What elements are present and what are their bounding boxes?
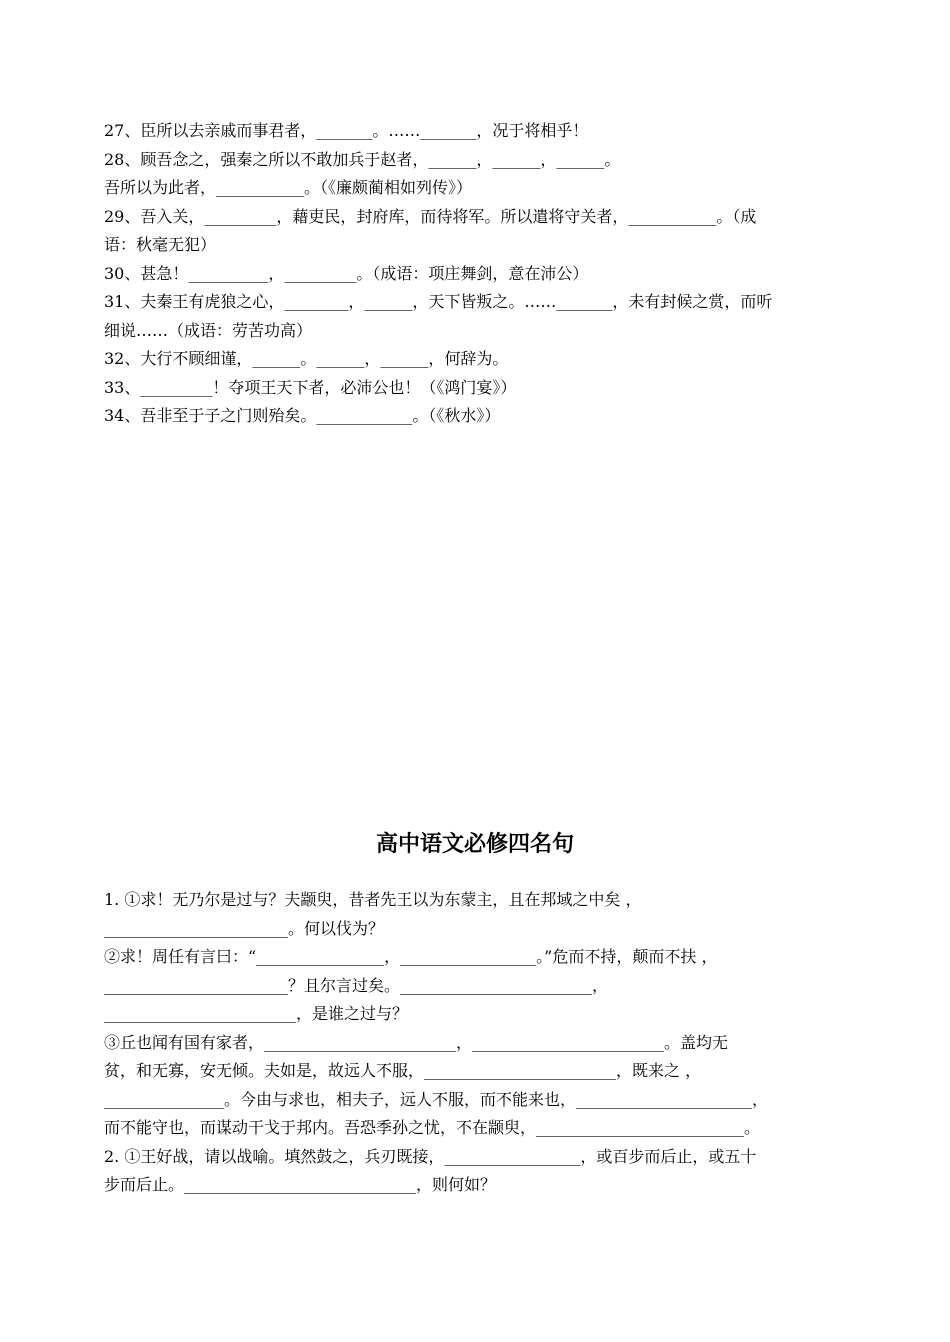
section-two-text [104,886,850,1200]
section-title: 高中语文必修四名句 [375,832,574,857]
text-line: _______________________？且尔言过矣。________________________， [104,975,609,995]
text-line: ________________________，是谁之过与？ [104,1004,409,1023]
text-line: 31、夫秦王有虎狼之心，________，______，天下皆叛之。……_______，未有封候之赏，而听 [104,292,773,311]
text-line: ③丘也闻有国有家者，________________________，________________________。盖均无 [104,1032,729,1052]
text-line: 28、顾吾念之，强秦之所以不敢加兵于赵者，______，______，______。 [104,149,621,169]
text-line: 细说……（成语：劳苦功高） [104,320,313,340]
text-line: 27、臣所以去亲戚而事君者，_______。……_______，况于将相乎！ [104,121,589,140]
text-line: 步而后止。_____________________________，则何如？ [104,1175,497,1194]
section-one-text [104,117,850,431]
text-line: 32、大行不顾细谨，______。______，______，何辞为。 [104,349,509,368]
text-line: 贫，和无寡，安无倾。夫如是，故远人不服，________________________，既来之 ， [104,1061,702,1080]
text-line: 吾所以为此者，___________。（《廉颇蔺相如列传》） [104,178,473,197]
text-line: 2. ①王好战，请以战喻。填然鼓之，兵刃既接，_________________，或百步而后止，或五十 [104,1146,757,1166]
text-line: 1. ①求！无乃尔是过与？夫颛臾，昔者先王以为东蒙主，且在邦域之中矣 ， [104,890,642,909]
text-line: _______________。今由与求也，相夫子，远人不服，而不能来也，______________________， [104,1089,769,1109]
text-line: ②求！周任有言曰：“________________，_________________。”危而不持，颠而不扶 ， [104,947,718,966]
text-line: 而不能守也，而谋动干戈于邦内。吾恐季孙之忧，不在颛臾，__________________________。 [104,1118,761,1137]
text-line: 语：秋毫无犯） [104,235,217,254]
text-line: 33、_________！夺项王天下者，必沛公也！（《鸿门宴》） [104,377,517,397]
text-line: 34、吾非至于子之门则殆矣。____________。（《秋水》） [104,406,501,425]
text-line: 29、吾入关，_________，藉吏民，封府库，而待将军。所以遣将守关者，___________。（成 [104,206,757,226]
text-line: 30、甚急！__________，_________。（成语：项庄舞剑，意在沛公） [104,263,589,283]
text-line: _______________________。何以伐为？ [104,918,385,938]
